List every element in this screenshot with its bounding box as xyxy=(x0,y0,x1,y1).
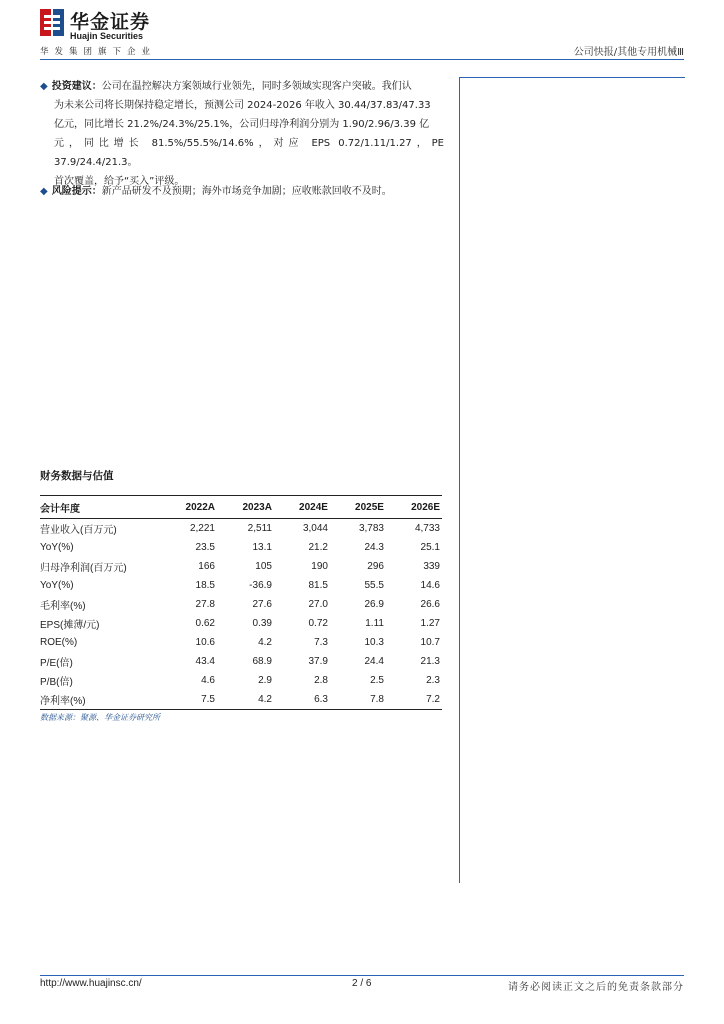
value-cell: 2.3 xyxy=(426,675,440,686)
value-cell: 24.4 xyxy=(364,656,384,667)
value-cell: 0.62 xyxy=(195,618,215,629)
column-header: 会计年度 xyxy=(40,496,160,519)
value-cell: 166 xyxy=(198,561,215,572)
table-row xyxy=(40,652,442,671)
table-row xyxy=(40,576,442,595)
value-cell: 7.8 xyxy=(330,690,386,710)
financial-table-title: 财务数据与估值 xyxy=(40,470,114,482)
value-cell: 68.9 xyxy=(252,656,272,667)
value-cell: 339 xyxy=(423,561,440,572)
investment-advice-line: 首次覆盖，给予“买入”评级。 xyxy=(54,176,185,187)
row-label-cell: ROE(%) xyxy=(40,637,78,648)
value-cell: 43.4 xyxy=(195,656,215,667)
company-logo-icon xyxy=(40,9,64,36)
value-cell: 2.9 xyxy=(258,675,272,686)
row-label-cell: YoY(%) xyxy=(40,580,74,591)
value-cell: 14.6 xyxy=(420,580,440,591)
value-cell: 296 xyxy=(367,561,384,572)
value-cell: 23.5 xyxy=(195,542,215,553)
bullet-diamond-icon: ◆ xyxy=(40,81,48,92)
table-row xyxy=(40,557,442,576)
logo-chinese-name: 华金证券 xyxy=(70,11,151,33)
table-row xyxy=(40,690,442,710)
row-label-cell: 归母净利润(百万元) xyxy=(40,563,127,574)
row-label-cell: P/B(倍) xyxy=(40,677,73,688)
document-category: 公司快报/其他专用机械Ⅲ xyxy=(573,47,684,58)
page-number: 2 / 6 xyxy=(352,978,372,989)
value-cell: 6.3 xyxy=(274,690,330,710)
logo-english-name: Huajin Securities xyxy=(70,31,144,41)
risk-warning-lead: 风险提示： xyxy=(51,186,102,197)
value-cell: 27.6 xyxy=(252,599,272,610)
column-header: 2024E xyxy=(274,496,330,519)
investment-advice-line: 公司在温控解决方案领域行业领先，同时多领域实现客户突破。我们认 xyxy=(101,81,412,92)
sidebar-top-border xyxy=(459,77,685,78)
value-cell: 190 xyxy=(311,561,328,572)
value-cell: 3,783 xyxy=(358,523,384,534)
row-label-cell: 毛利率(%) xyxy=(40,601,86,612)
value-cell: 24.3 xyxy=(364,542,384,553)
data-source-note: 数据来源：聚源、华金证券研究所 xyxy=(40,713,160,722)
value-cell: 2,221 xyxy=(189,523,215,534)
sidebar-left-border xyxy=(459,77,460,883)
investment-advice-lead: 投资建议： xyxy=(51,81,102,92)
risk-warning-paragraph xyxy=(40,182,444,201)
investment-advice-line: 为未来公司将长期保持稳定增长，预测公司 2024-2026 年收入 30.44/37.83/47.33 xyxy=(54,100,431,111)
investment-advice-line: 亿元，同比增长 21.2%/24.3%/25.1%，公司归母净利润分别为 1.90/2.96/3.39 亿 xyxy=(54,119,430,130)
value-cell: 4,733 xyxy=(414,523,440,534)
value-cell: 7.5 xyxy=(160,690,217,710)
value-cell: 7.2 xyxy=(386,690,442,710)
group-slogan: 华发集团旗下企业 xyxy=(40,47,157,57)
value-cell: 26.6 xyxy=(420,599,440,610)
value-cell: 7.3 xyxy=(314,637,328,648)
risk-warning-text: 新产品研发不及预期；海外市场竞争加剧；应收账款回收不及时。 xyxy=(101,186,392,197)
value-cell: 18.5 xyxy=(195,580,215,591)
value-cell: 26.9 xyxy=(364,599,384,610)
disclaimer-note: 请务必阅读正文之后的免责条款部分 xyxy=(508,982,684,993)
value-cell: -36.9 xyxy=(249,580,272,591)
investment-advice-paragraph xyxy=(40,77,444,191)
row-label-cell: P/E(倍) xyxy=(40,658,73,669)
column-header: 2026E xyxy=(386,496,442,519)
value-cell: 10.3 xyxy=(364,637,384,648)
value-cell: 21.3 xyxy=(420,656,440,667)
row-label-cell: 净利率(%) xyxy=(40,690,160,710)
value-cell: 3,044 xyxy=(302,523,328,534)
value-cell: 81.5 xyxy=(308,580,328,591)
value-cell: 4.6 xyxy=(201,675,215,686)
table-row xyxy=(40,595,442,614)
value-cell: 2.5 xyxy=(370,675,384,686)
header-divider xyxy=(40,59,684,60)
value-cell: 27.8 xyxy=(195,599,215,610)
value-cell: 13.1 xyxy=(252,542,272,553)
value-cell: 2.8 xyxy=(314,675,328,686)
value-cell: 2,511 xyxy=(247,523,272,534)
value-cell: 1.27 xyxy=(420,618,440,629)
table-row xyxy=(40,538,442,557)
column-header: 2023A xyxy=(217,496,274,519)
value-cell: 10.6 xyxy=(195,637,215,648)
value-cell: 27.0 xyxy=(308,599,328,610)
row-label-cell: YoY(%) xyxy=(40,542,74,553)
value-cell: 55.5 xyxy=(364,580,384,591)
table-row xyxy=(40,614,442,633)
row-label-cell: 营业收入(百万元) xyxy=(40,525,117,536)
value-cell: 105 xyxy=(255,561,272,572)
bullet-diamond-icon: ◆ xyxy=(40,186,48,197)
value-cell: 1.11 xyxy=(365,618,384,629)
value-cell: 0.72 xyxy=(308,618,328,629)
value-cell: 4.2 xyxy=(217,690,274,710)
investment-advice-line: 元，同比增长 81.5%/55.5%/14.6%，对应 EPS 0.72/1.11/1.27，PE 37.9/24.4/21.3。 xyxy=(54,138,444,168)
footer-divider xyxy=(40,975,684,976)
value-cell: 25.1 xyxy=(420,542,440,553)
column-header: 2022A xyxy=(160,496,217,519)
value-cell: 4.2 xyxy=(258,637,272,648)
value-cell: 10.7 xyxy=(420,637,440,648)
financial-data-table xyxy=(40,495,442,710)
table-row xyxy=(40,633,442,652)
row-label-cell: EPS(摊薄/元) xyxy=(40,620,100,631)
value-cell: 21.2 xyxy=(308,542,328,553)
value-cell: 37.9 xyxy=(308,656,328,667)
column-header: 2025E xyxy=(330,496,386,519)
value-cell: 0.39 xyxy=(252,618,272,629)
table-row xyxy=(40,519,442,539)
website-link[interactable]: http://www.huajinsc.cn/ xyxy=(40,978,142,989)
table-header-row xyxy=(40,496,442,519)
table-row xyxy=(40,671,442,690)
